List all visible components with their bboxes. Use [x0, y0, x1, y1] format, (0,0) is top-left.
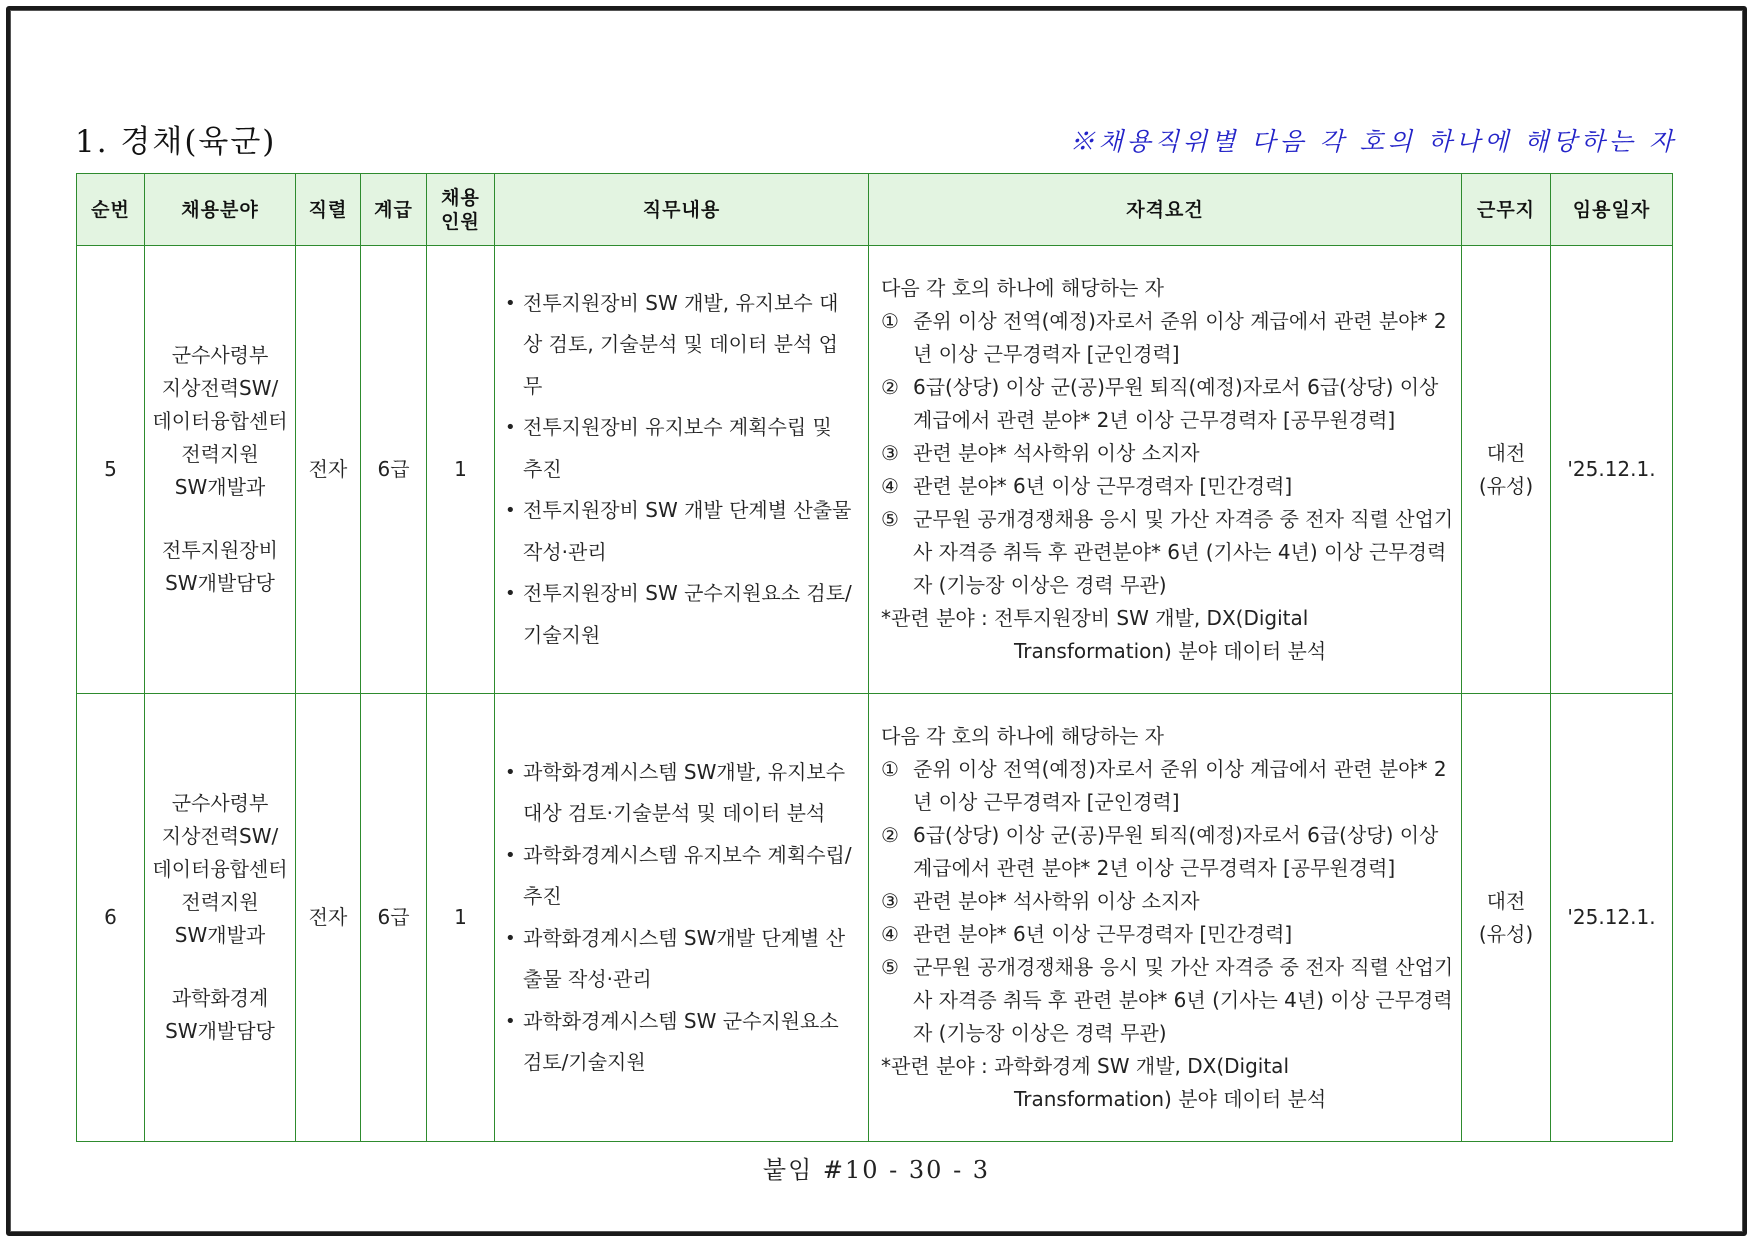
cell-location: 대전 (유성): [1462, 246, 1551, 694]
requirement-item: ④ 관련 분야* 6년 이상 근무경력자 [민간경력]: [881, 473, 1293, 498]
requirement-item: ① 준위 이상 전역(예정)자로서 준위 이상 계급에서 관련 분야* 2년 이상 근무경력자 [군인경력]: [881, 308, 1447, 366]
requirement-item: ④ 관련 분야* 6년 이상 근무경력자 [민간경력]: [881, 921, 1293, 946]
cell-date: '25.12.1.: [1551, 694, 1673, 1142]
requirement-item: ① 준위 이상 전역(예정)자로서 준위 이상 계급에서 관련 분야* 2년 이상 근무경력자 [군인경력]: [881, 756, 1447, 814]
header-requirements: 자격요건: [869, 174, 1462, 246]
cell-duties: [495, 246, 869, 694]
cell-requirements: [869, 246, 1462, 694]
cell-seq: 5: [77, 246, 145, 694]
duty-item: • 과학화경계시스템 SW개발 단계별 산출물 작성·관리: [505, 918, 856, 1001]
duty-item: • 과학화경계시스템 SW 군수지원요소 검토/기술지원: [505, 1001, 856, 1084]
header-count: 채용 인원: [427, 174, 495, 246]
cell-field: 군수사령부 지상전력SW/ 데이터융합센터 전력지원 SW개발과 전투지원장비 SW개발담당: [145, 246, 296, 694]
duty-item: • 과학화경계시스템 SW개발, 유지보수 대상 검토·기술분석 및 데이터 분석: [505, 752, 856, 835]
cell-grade: 6급: [361, 694, 427, 1142]
table-row: [77, 694, 1673, 1142]
related-field-note: *관련 분야 : 과학화경계 SW 개발, DX(Digital Transformation) 분야 데이터 분석: [881, 1053, 1327, 1111]
cell-requirements: [869, 694, 1462, 1142]
table-header-row: [77, 174, 1673, 246]
header-seq: 순번: [77, 174, 145, 246]
header-date: 임용일자: [1551, 174, 1673, 246]
requirement-item: ② 6급(상당) 이상 군(공)무원 퇴직(예정)자로서 6급(상당) 이상 계급에서 관련 분야* 2년 이상 근무경력자 [공무원경력]: [881, 374, 1439, 432]
cell-date: '25.12.1.: [1551, 246, 1673, 694]
page-footer: 붙임 #10 - 30 - 3: [762, 1156, 991, 1184]
cell-grade: 6급: [361, 246, 427, 694]
requirement-intro: 다음 각 호의 하나에 해당하는 자: [881, 275, 1164, 300]
recruitment-table: [76, 173, 1673, 1142]
header-location: 근무지: [1462, 174, 1551, 246]
table-row: [77, 246, 1673, 694]
section-title: 1. 경채(육군): [75, 124, 277, 160]
eligibility-note: ※채용직위별 다음 각 호의 하나에 해당하는 자: [1069, 127, 1677, 156]
duty-item: • 과학화경계시스템 유지보수 계획수립/추진: [505, 835, 856, 918]
requirement-intro: 다음 각 호의 하나에 해당하는 자: [881, 723, 1164, 748]
requirement-item: ③ 관련 분야* 석사학위 이상 소지자: [881, 440, 1200, 465]
requirement-item: ② 6급(상당) 이상 군(공)무원 퇴직(예정)자로서 6급(상당) 이상 계급에서 관련 분야* 2년 이상 근무경력자 [공무원경력]: [881, 822, 1439, 880]
header-series: 직렬: [296, 174, 361, 246]
cell-seq: 6: [77, 694, 145, 1142]
cell-count: 1: [427, 246, 495, 694]
duty-item: • 전투지원장비 SW 개발 단계별 산출물 작성·관리: [505, 490, 856, 573]
cell-series: 전자: [296, 246, 361, 694]
cell-count: 1: [427, 694, 495, 1142]
duty-item: • 전투지원장비 SW 개발, 유지보수 대상 검토, 기술분석 및 데이터 분석 업무: [505, 283, 856, 408]
header-duties: 직무내용: [495, 174, 869, 246]
header-field: 채용분야: [145, 174, 296, 246]
header-grade: 계급: [361, 174, 427, 246]
requirement-item: ③ 관련 분야* 석사학위 이상 소지자: [881, 888, 1200, 913]
cell-series: 전자: [296, 694, 361, 1142]
requirement-item: ⑤ 군무원 공개경쟁채용 응시 및 가산 자격증 중 전자 직렬 산업기사 자격증 취득 후 관련 분야* 6년 (기사는 4년) 이상 근무경력자 (기능장 이상은 경력 무관): [881, 954, 1454, 1045]
duty-item: • 전투지원장비 SW 군수지원요소 검토/기술지원: [505, 573, 856, 656]
related-field-note: *관련 분야 : 전투지원장비 SW 개발, DX(Digital Transformation) 분야 데이터 분석: [881, 605, 1327, 663]
duty-item: • 전투지원장비 유지보수 계획수립 및 추진: [505, 407, 856, 490]
cell-location: 대전 (유성): [1462, 694, 1551, 1142]
cell-field: 군수사령부 지상전력SW/ 데이터융합센터 전력지원 SW개발과 과학화경계 SW개발담당: [145, 694, 296, 1142]
cell-duties: [495, 694, 869, 1142]
requirement-item: ⑤ 군무원 공개경쟁채용 응시 및 가산 자격증 중 전자 직렬 산업기사 자격증 취득 후 관련분야* 6년 (기사는 4년) 이상 근무경력자 (기능장 이상은 경력 무관): [881, 506, 1454, 597]
